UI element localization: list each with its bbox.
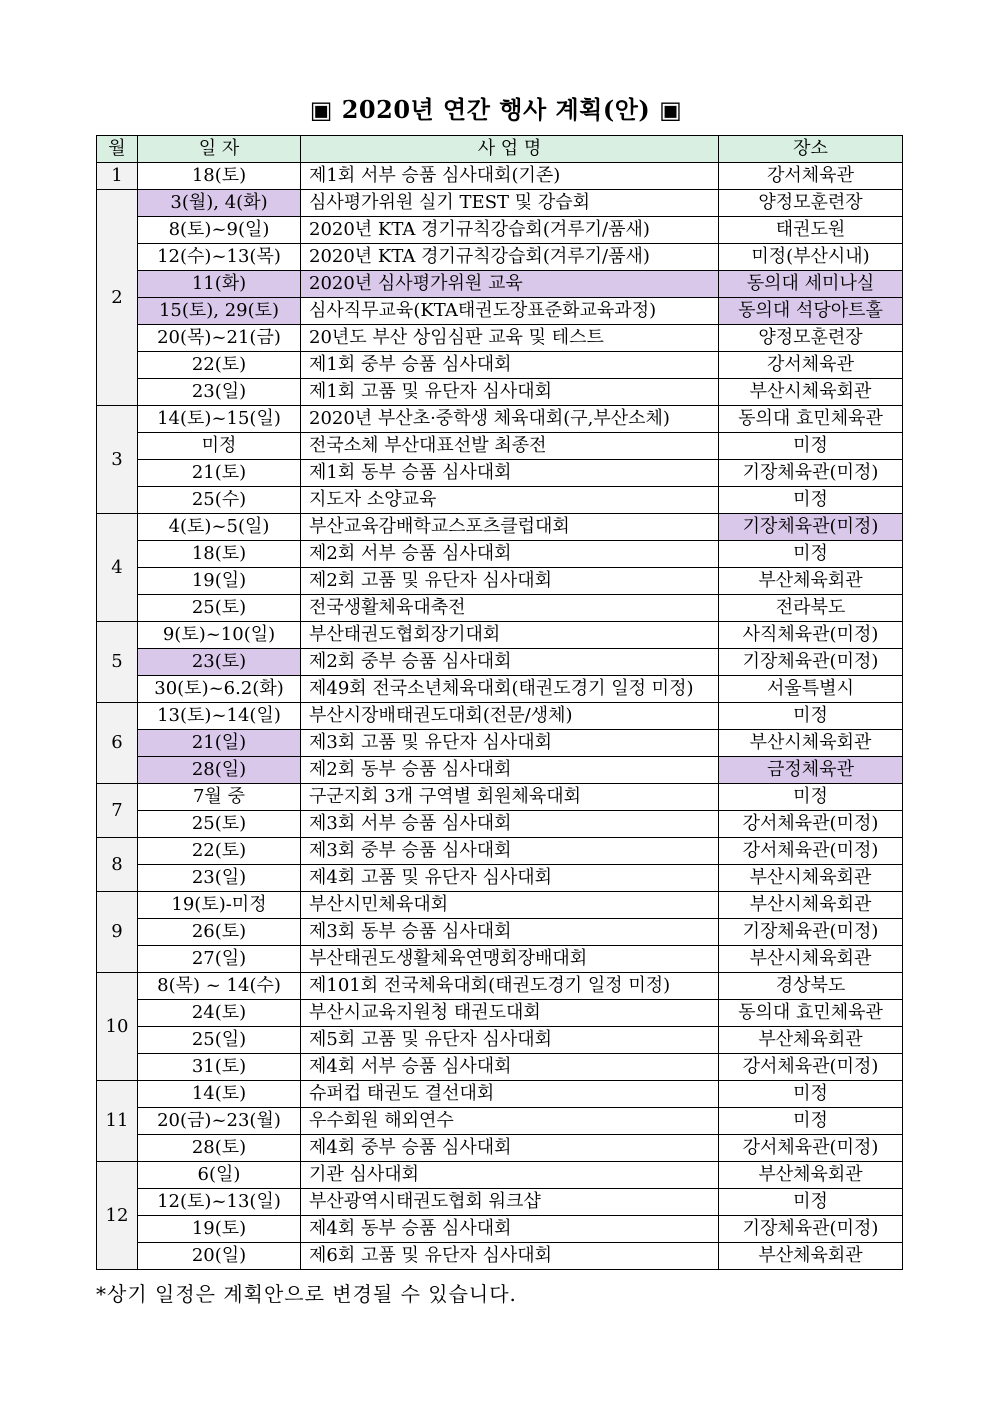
date-cell: 18(토) xyxy=(138,163,301,190)
place-cell: 미정 xyxy=(719,784,903,811)
month-cell: 2 xyxy=(97,190,138,406)
event-cell: 제49회 전국소년체육대회(태권도경기 일정 미정) xyxy=(301,676,719,703)
place-cell: 강서체육관 xyxy=(719,163,903,190)
place-cell: 사직체육관(미정) xyxy=(719,622,903,649)
table-row xyxy=(97,541,903,568)
place-cell: 양정모훈련장 xyxy=(719,190,903,217)
date-cell: 23(일) xyxy=(138,379,301,406)
table-row xyxy=(97,1000,903,1027)
month-cell: 3 xyxy=(97,406,138,514)
event-cell: 제2회 서부 승품 심사대회 xyxy=(301,541,719,568)
date-cell: 13(토)~14(일) xyxy=(138,703,301,730)
date-cell: 미정 xyxy=(138,433,301,460)
place-cell: 부산시체육회관 xyxy=(719,730,903,757)
header-row xyxy=(97,136,903,163)
table-row xyxy=(97,406,903,433)
date-cell: 8(토)~9(일) xyxy=(138,217,301,244)
table-row xyxy=(97,838,903,865)
event-cell: 제101회 전국체육대회(태권도경기 일정 미정) xyxy=(301,973,719,1000)
header-place: 장소 xyxy=(719,136,903,163)
place-cell: 미정 xyxy=(719,1081,903,1108)
event-cell: 제4회 동부 승품 심사대회 xyxy=(301,1216,719,1243)
place-cell: 부산시체육회관 xyxy=(719,865,903,892)
date-cell: 21(토) xyxy=(138,460,301,487)
place-cell: 부산체육회관 xyxy=(719,1243,903,1270)
date-cell: 25(수) xyxy=(138,487,301,514)
table-row xyxy=(97,298,903,325)
place-cell: 미정(부산시내) xyxy=(719,244,903,271)
month-cell: 7 xyxy=(97,784,138,838)
date-cell: 14(토) xyxy=(138,1081,301,1108)
date-cell: 9(토)~10(일) xyxy=(138,622,301,649)
event-cell: 제1회 고품 및 유단자 심사대회 xyxy=(301,379,719,406)
event-cell: 부산태권도생활체육연맹회장배대회 xyxy=(301,946,719,973)
table-row xyxy=(97,1027,903,1054)
table-row xyxy=(97,946,903,973)
table-row xyxy=(97,1108,903,1135)
header-event: 사 업 명 xyxy=(301,136,719,163)
event-cell: 구군지회 3개 구역별 회원체육대회 xyxy=(301,784,719,811)
month-cell: 8 xyxy=(97,838,138,892)
event-cell: 제2회 동부 승품 심사대회 xyxy=(301,757,719,784)
page-title: ▣ 2020년 연간 행사 계획(안) ▣ xyxy=(309,95,683,124)
date-cell: 31(토) xyxy=(138,1054,301,1081)
place-cell: 서울특별시 xyxy=(719,676,903,703)
event-cell: 부산시장배태권도대회(전문/생체) xyxy=(301,703,719,730)
table-row xyxy=(97,568,903,595)
date-cell: 19(토) xyxy=(138,1216,301,1243)
event-cell: 제4회 고품 및 유단자 심사대회 xyxy=(301,865,719,892)
date-cell: 25(토) xyxy=(138,811,301,838)
header-month: 월 xyxy=(97,136,138,163)
date-cell: 19(토)-미정 xyxy=(138,892,301,919)
date-cell: 11(화) xyxy=(138,271,301,298)
event-cell: 2020년 부산초·중학생 체육대회(구,부산소체) xyxy=(301,406,719,433)
table-row xyxy=(97,190,903,217)
date-cell: 23(토) xyxy=(138,649,301,676)
date-cell: 27(일) xyxy=(138,946,301,973)
event-cell: 제3회 서부 승품 심사대회 xyxy=(301,811,719,838)
table-row xyxy=(97,1054,903,1081)
date-cell: 22(토) xyxy=(138,352,301,379)
place-cell: 경상북도 xyxy=(719,973,903,1000)
date-cell: 15(토), 29(토) xyxy=(138,298,301,325)
date-cell: 4(토)~5(일) xyxy=(138,514,301,541)
date-cell: 12(토)~13(일) xyxy=(138,1189,301,1216)
event-cell: 부산시교육지원청 태권도대회 xyxy=(301,1000,719,1027)
event-cell: 제2회 중부 승품 심사대회 xyxy=(301,649,719,676)
event-cell: 전국생활체육대축전 xyxy=(301,595,719,622)
table-row xyxy=(97,460,903,487)
place-cell: 미정 xyxy=(719,487,903,514)
event-cell: 기관 심사대회 xyxy=(301,1162,719,1189)
place-cell: 전라북도 xyxy=(719,595,903,622)
table-row xyxy=(97,163,903,190)
event-cell: 부산태권도협회장기대회 xyxy=(301,622,719,649)
date-cell: 22(토) xyxy=(138,838,301,865)
table-row xyxy=(97,1189,903,1216)
place-cell: 기장체육관(미정) xyxy=(719,649,903,676)
month-cell: 11 xyxy=(97,1081,138,1162)
place-cell: 부산체육회관 xyxy=(719,1162,903,1189)
table-row xyxy=(97,919,903,946)
event-cell: 2020년 KTA 경기규칙강습회(겨루기/품새) xyxy=(301,217,719,244)
event-cell: 2020년 KTA 경기규칙강습회(겨루기/품새) xyxy=(301,244,719,271)
date-cell: 21(일) xyxy=(138,730,301,757)
table-row xyxy=(97,784,903,811)
month-cell: 12 xyxy=(97,1162,138,1270)
table-row xyxy=(97,379,903,406)
date-cell: 24(토) xyxy=(138,1000,301,1027)
table-row xyxy=(97,433,903,460)
place-cell: 부산시체육회관 xyxy=(719,892,903,919)
event-cell: 부산광역시태권도협회 워크샵 xyxy=(301,1189,719,1216)
event-cell: 심사평가위원 실기 TEST 및 강습회 xyxy=(301,190,719,217)
table-row xyxy=(97,973,903,1000)
table-row xyxy=(97,514,903,541)
table-row xyxy=(97,811,903,838)
date-cell: 28(토) xyxy=(138,1135,301,1162)
event-cell: 제3회 동부 승품 심사대회 xyxy=(301,919,719,946)
date-cell: 25(토) xyxy=(138,595,301,622)
table-row xyxy=(97,244,903,271)
table-row xyxy=(97,1243,903,1270)
event-cell: 제1회 서부 승품 심사대회(기존) xyxy=(301,163,719,190)
table-row xyxy=(97,1216,903,1243)
table-row xyxy=(97,217,903,244)
table-row xyxy=(97,865,903,892)
month-cell: 9 xyxy=(97,892,138,973)
month-cell: 10 xyxy=(97,973,138,1081)
table-row xyxy=(97,1135,903,1162)
date-cell: 14(토)~15(일) xyxy=(138,406,301,433)
place-cell: 양정모훈련장 xyxy=(719,325,903,352)
event-cell: 제3회 고품 및 유단자 심사대회 xyxy=(301,730,719,757)
date-cell: 3(월), 4(화) xyxy=(138,190,301,217)
place-cell: 태권도원 xyxy=(719,217,903,244)
place-cell: 기장체육관(미정) xyxy=(719,514,903,541)
date-cell: 20(목)~21(금) xyxy=(138,325,301,352)
month-cell: 4 xyxy=(97,514,138,622)
event-schedule-table xyxy=(96,135,903,1270)
date-cell: 20(금)~23(월) xyxy=(138,1108,301,1135)
place-cell: 강서체육관(미정) xyxy=(719,1054,903,1081)
table-row xyxy=(97,892,903,919)
table-row xyxy=(97,271,903,298)
place-cell: 강서체육관 xyxy=(719,352,903,379)
event-cell: 우수회원 해외연수 xyxy=(301,1108,719,1135)
place-cell: 동의대 효민체육관 xyxy=(719,1000,903,1027)
event-cell: 제2회 고품 및 유단자 심사대회 xyxy=(301,568,719,595)
place-cell: 금정체육관 xyxy=(719,757,903,784)
date-cell: 20(일) xyxy=(138,1243,301,1270)
table-row xyxy=(97,649,903,676)
place-cell: 강서체육관(미정) xyxy=(719,1135,903,1162)
table-row xyxy=(97,1081,903,1108)
date-cell: 23(일) xyxy=(138,865,301,892)
place-cell: 기장체육관(미정) xyxy=(719,919,903,946)
table-row xyxy=(97,757,903,784)
table-row xyxy=(97,676,903,703)
event-cell: 슈퍼컵 태권도 결선대회 xyxy=(301,1081,719,1108)
place-cell: 동의대 석당아트홀 xyxy=(719,298,903,325)
event-cell: 제4회 중부 승품 심사대회 xyxy=(301,1135,719,1162)
event-cell: 제5회 고품 및 유단자 심사대회 xyxy=(301,1027,719,1054)
place-cell: 미정 xyxy=(719,703,903,730)
place-cell: 부산시체육회관 xyxy=(719,379,903,406)
event-cell: 20년도 부산 상임심판 교육 및 테스트 xyxy=(301,325,719,352)
place-cell: 강서체육관(미정) xyxy=(719,838,903,865)
table-row xyxy=(97,1162,903,1189)
place-cell: 부산체육회관 xyxy=(719,568,903,595)
date-cell: 6(일) xyxy=(138,1162,301,1189)
event-cell: 제4회 서부 승품 심사대회 xyxy=(301,1054,719,1081)
date-cell: 28(일) xyxy=(138,757,301,784)
date-cell: 12(수)~13(목) xyxy=(138,244,301,271)
month-cell: 6 xyxy=(97,703,138,784)
table-row xyxy=(97,622,903,649)
place-cell: 부산시체육회관 xyxy=(719,946,903,973)
place-cell: 기장체육관(미정) xyxy=(719,1216,903,1243)
footnote: *상기 일정은 계획안으로 변경될 수 있습니다. xyxy=(96,1282,517,1306)
table-row xyxy=(97,352,903,379)
event-cell: 제3회 중부 승품 심사대회 xyxy=(301,838,719,865)
date-cell: 7월 중 xyxy=(138,784,301,811)
place-cell: 동의대 효민체육관 xyxy=(719,406,903,433)
place-cell: 부산체육회관 xyxy=(719,1027,903,1054)
table-row xyxy=(97,703,903,730)
place-cell: 미정 xyxy=(719,541,903,568)
event-cell: 부산시민체육대회 xyxy=(301,892,719,919)
table-row xyxy=(97,730,903,757)
place-cell: 강서체육관(미정) xyxy=(719,811,903,838)
date-cell: 26(토) xyxy=(138,919,301,946)
table-body xyxy=(97,163,903,1270)
month-cell: 1 xyxy=(97,163,138,190)
date-cell: 19(일) xyxy=(138,568,301,595)
event-cell: 제1회 동부 승품 심사대회 xyxy=(301,460,719,487)
place-cell: 미정 xyxy=(719,1108,903,1135)
place-cell: 미정 xyxy=(719,433,903,460)
date-cell: 30(토)~6.2(화) xyxy=(138,676,301,703)
place-cell: 기장체육관(미정) xyxy=(719,460,903,487)
place-cell: 동의대 세미나실 xyxy=(719,271,903,298)
event-cell: 부산교육감배학교스포츠클럽대회 xyxy=(301,514,719,541)
month-cell: 5 xyxy=(97,622,138,703)
header-date: 일 자 xyxy=(138,136,301,163)
event-cell: 심사직무교육(KTA태권도장표준화교육과정) xyxy=(301,298,719,325)
event-cell: 지도자 소양교육 xyxy=(301,487,719,514)
table-header xyxy=(97,136,903,163)
place-cell: 미정 xyxy=(719,1189,903,1216)
table-row xyxy=(97,595,903,622)
table-row xyxy=(97,325,903,352)
date-cell: 25(일) xyxy=(138,1027,301,1054)
table-row xyxy=(97,487,903,514)
event-cell: 2020년 심사평가위원 교육 xyxy=(301,271,719,298)
date-cell: 18(토) xyxy=(138,541,301,568)
event-cell: 전국소체 부산대표선발 최종전 xyxy=(301,433,719,460)
date-cell: 8(목) ~ 14(수) xyxy=(138,973,301,1000)
event-cell: 제6회 고품 및 유단자 심사대회 xyxy=(301,1243,719,1270)
event-cell: 제1회 중부 승품 심사대회 xyxy=(301,352,719,379)
